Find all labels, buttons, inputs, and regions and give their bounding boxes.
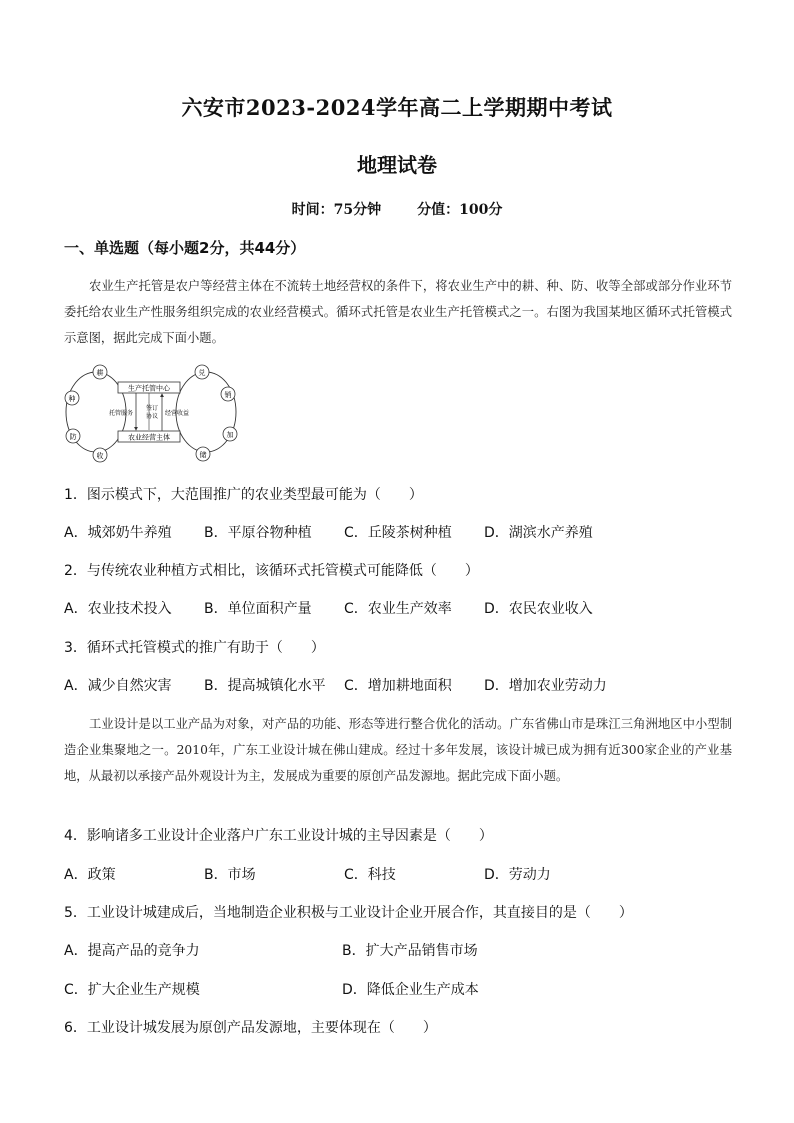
center-label-1: 签订 xyxy=(145,405,159,412)
passage-2: 工业设计是以工业产品为对象，对产品的功能、形态等进行整合优化的活动。广东省佛山市是珠江三角洲地区中小型制造企业集聚地之一。2010年，广东工业设计城在佛山建成。经过十多年发展，该设计城已成为拥有近300家企业的产业基地，从最初以承接产品外观设计为主，发展成为重要的原创产品发源地。据此完成下面小题。 xyxy=(64,717,732,783)
option[interactable]: B．市场 xyxy=(204,867,256,883)
node-xiao: 销 xyxy=(224,391,232,399)
passage-1: 农业生产托管是农户等经营主体在不流转土地经营权的条件下，将农业生产中的耕、种、防、收等全部或部分作业环节委托给农业生产性服务组织完成的农业经营模式。循环式托管是农业生产托管模式之一。右图为我国某地区循环式托管模式示意图，据此完成下面小题。 xyxy=(64,279,732,345)
top-box-label: 生产托管中心 xyxy=(128,384,170,393)
option[interactable]: A．减少自然灾害 xyxy=(64,678,172,694)
question-5: 5．工业设计城建成后，当地制造企业积极与工业设计企业开展合作，其直接目的是（ ） xyxy=(64,905,633,921)
option[interactable]: D．农民农业收入 xyxy=(484,601,593,617)
node-dui: 兑 xyxy=(198,369,206,377)
node-fang: 防 xyxy=(69,433,77,441)
node-jia: 加 xyxy=(226,431,234,439)
page-subtitle: 地理试卷 xyxy=(357,153,437,177)
option[interactable]: D．增加农业劳动力 xyxy=(484,678,607,694)
question-4-options xyxy=(64,864,744,884)
option[interactable]: D．降低企业生产成本 xyxy=(342,982,479,998)
option[interactable]: D．劳动力 xyxy=(484,867,551,883)
left-flow-label: 托管服务 xyxy=(108,410,133,417)
question-2: 2．与传统农业种植方式相比，该循环式托管模式可能降低（ ） xyxy=(64,563,479,579)
section-heading: 一、单选题（每小题2分，共44分） xyxy=(64,239,306,257)
option[interactable]: C．扩大企业生产规模 xyxy=(64,982,200,998)
bottom-box-label: 农业经营主体 xyxy=(128,433,170,442)
node-geng: 耕 xyxy=(96,369,104,377)
right-loop-nodes xyxy=(195,365,237,461)
left-loop-nodes xyxy=(65,365,107,462)
right-flow-label: 经营收益 xyxy=(165,410,190,417)
option[interactable]: B．提高城镇化水平 xyxy=(204,678,326,694)
question-3-options xyxy=(64,675,744,695)
question-1-options xyxy=(64,522,744,542)
question-5-options-row-1 xyxy=(64,940,744,960)
option[interactable]: A．农业技术投入 xyxy=(64,601,172,617)
page-title: 六安市2023-2024学年高二上学期期中考试 xyxy=(181,95,613,120)
node-shou: 收 xyxy=(96,452,104,460)
question-3: 3．循环式托管模式的推广有助于（ ） xyxy=(64,640,325,656)
option[interactable]: C．农业生产效率 xyxy=(344,601,452,617)
exam-time: 时间：75分钟 xyxy=(291,202,382,218)
question-1: 1．图示模式下，大范围推广的农业类型最可能为（ ） xyxy=(64,487,423,503)
center-label-2: 协议 xyxy=(145,413,159,420)
option[interactable]: B．单位面积产量 xyxy=(204,601,312,617)
node-zhong: 种 xyxy=(68,395,76,403)
node-chu: 储 xyxy=(199,451,207,459)
exam-meta xyxy=(0,199,794,219)
option[interactable]: A．提高产品的竞争力 xyxy=(64,943,200,959)
circular-trust-diagram xyxy=(60,358,242,466)
option[interactable]: B．平原谷物种植 xyxy=(204,525,312,541)
question-5-options-row-2 xyxy=(64,979,744,999)
question-2-options xyxy=(64,598,744,618)
question-6: 6．工业设计城发展为原创产品发源地，主要体现在（ ） xyxy=(64,1020,437,1036)
option[interactable]: C．科技 xyxy=(344,867,396,883)
option[interactable]: B．扩大产品销售市场 xyxy=(342,943,478,959)
exam-score: 分值：100分 xyxy=(417,202,503,218)
question-4: 4．影响诸多工业设计企业落户广东工业设计城的主导因素是（ ） xyxy=(64,828,493,844)
option[interactable]: A．城郊奶牛养殖 xyxy=(64,525,172,541)
option[interactable]: A．政策 xyxy=(64,867,116,883)
option[interactable]: D．湖滨水产养殖 xyxy=(484,525,593,541)
option[interactable]: C．增加耕地面积 xyxy=(344,678,452,694)
option[interactable]: C．丘陵茶树种植 xyxy=(344,525,452,541)
